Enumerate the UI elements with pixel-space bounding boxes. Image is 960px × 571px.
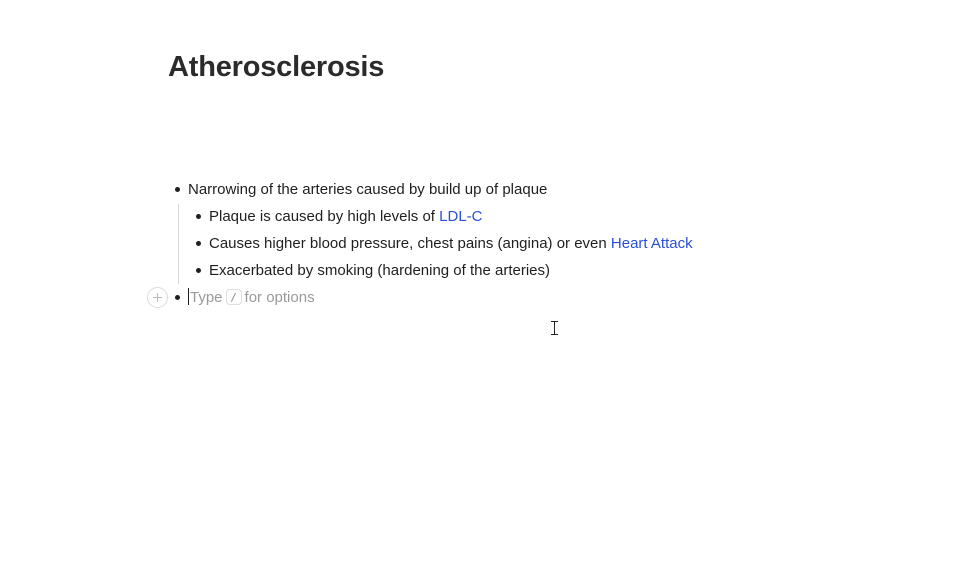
list-item[interactable]: [209, 259, 550, 283]
cursor-bottom: [551, 334, 558, 335]
plus-icon-stroke: [157, 293, 158, 302]
new-item-input[interactable]: [188, 286, 315, 310]
page-link-heart-attack[interactable]: Heart Attack: [610, 235, 693, 252]
list-item-text: Plaque is caused by high levels of: [209, 208, 440, 225]
page-link-ldl-c[interactable]: LDL-C: [439, 208, 483, 225]
bullet-dot: [196, 214, 201, 219]
bullet-dot: [175, 295, 180, 300]
page-title[interactable]: Atherosclerosis: [168, 51, 385, 83]
list-item-text: Causes higher blood pressure, chest pains (angina) or even: [209, 235, 611, 252]
list-item-text: Exacerbated by smoking (hardening of the arteries): [209, 262, 551, 279]
slash-shortcut-key: /: [226, 289, 242, 305]
placeholder-text: for options: [244, 289, 315, 306]
bullet-dot: [196, 268, 201, 273]
list-item-text: Narrowing of the arteries caused by build up of plaque: [188, 181, 548, 198]
placeholder-text: Type: [190, 289, 223, 306]
text-caret: [188, 288, 189, 305]
list-item[interactable]: [188, 178, 547, 202]
bullet-dot: [175, 187, 180, 192]
text-cursor-icon: [550, 321, 559, 335]
list-item[interactable]: [209, 205, 483, 229]
add-block-button[interactable]: [147, 287, 168, 308]
bullet-dot: [196, 241, 201, 246]
nesting-guide-line: [178, 204, 179, 284]
cursor-stem: [554, 322, 555, 334]
list-item[interactable]: [209, 232, 693, 256]
